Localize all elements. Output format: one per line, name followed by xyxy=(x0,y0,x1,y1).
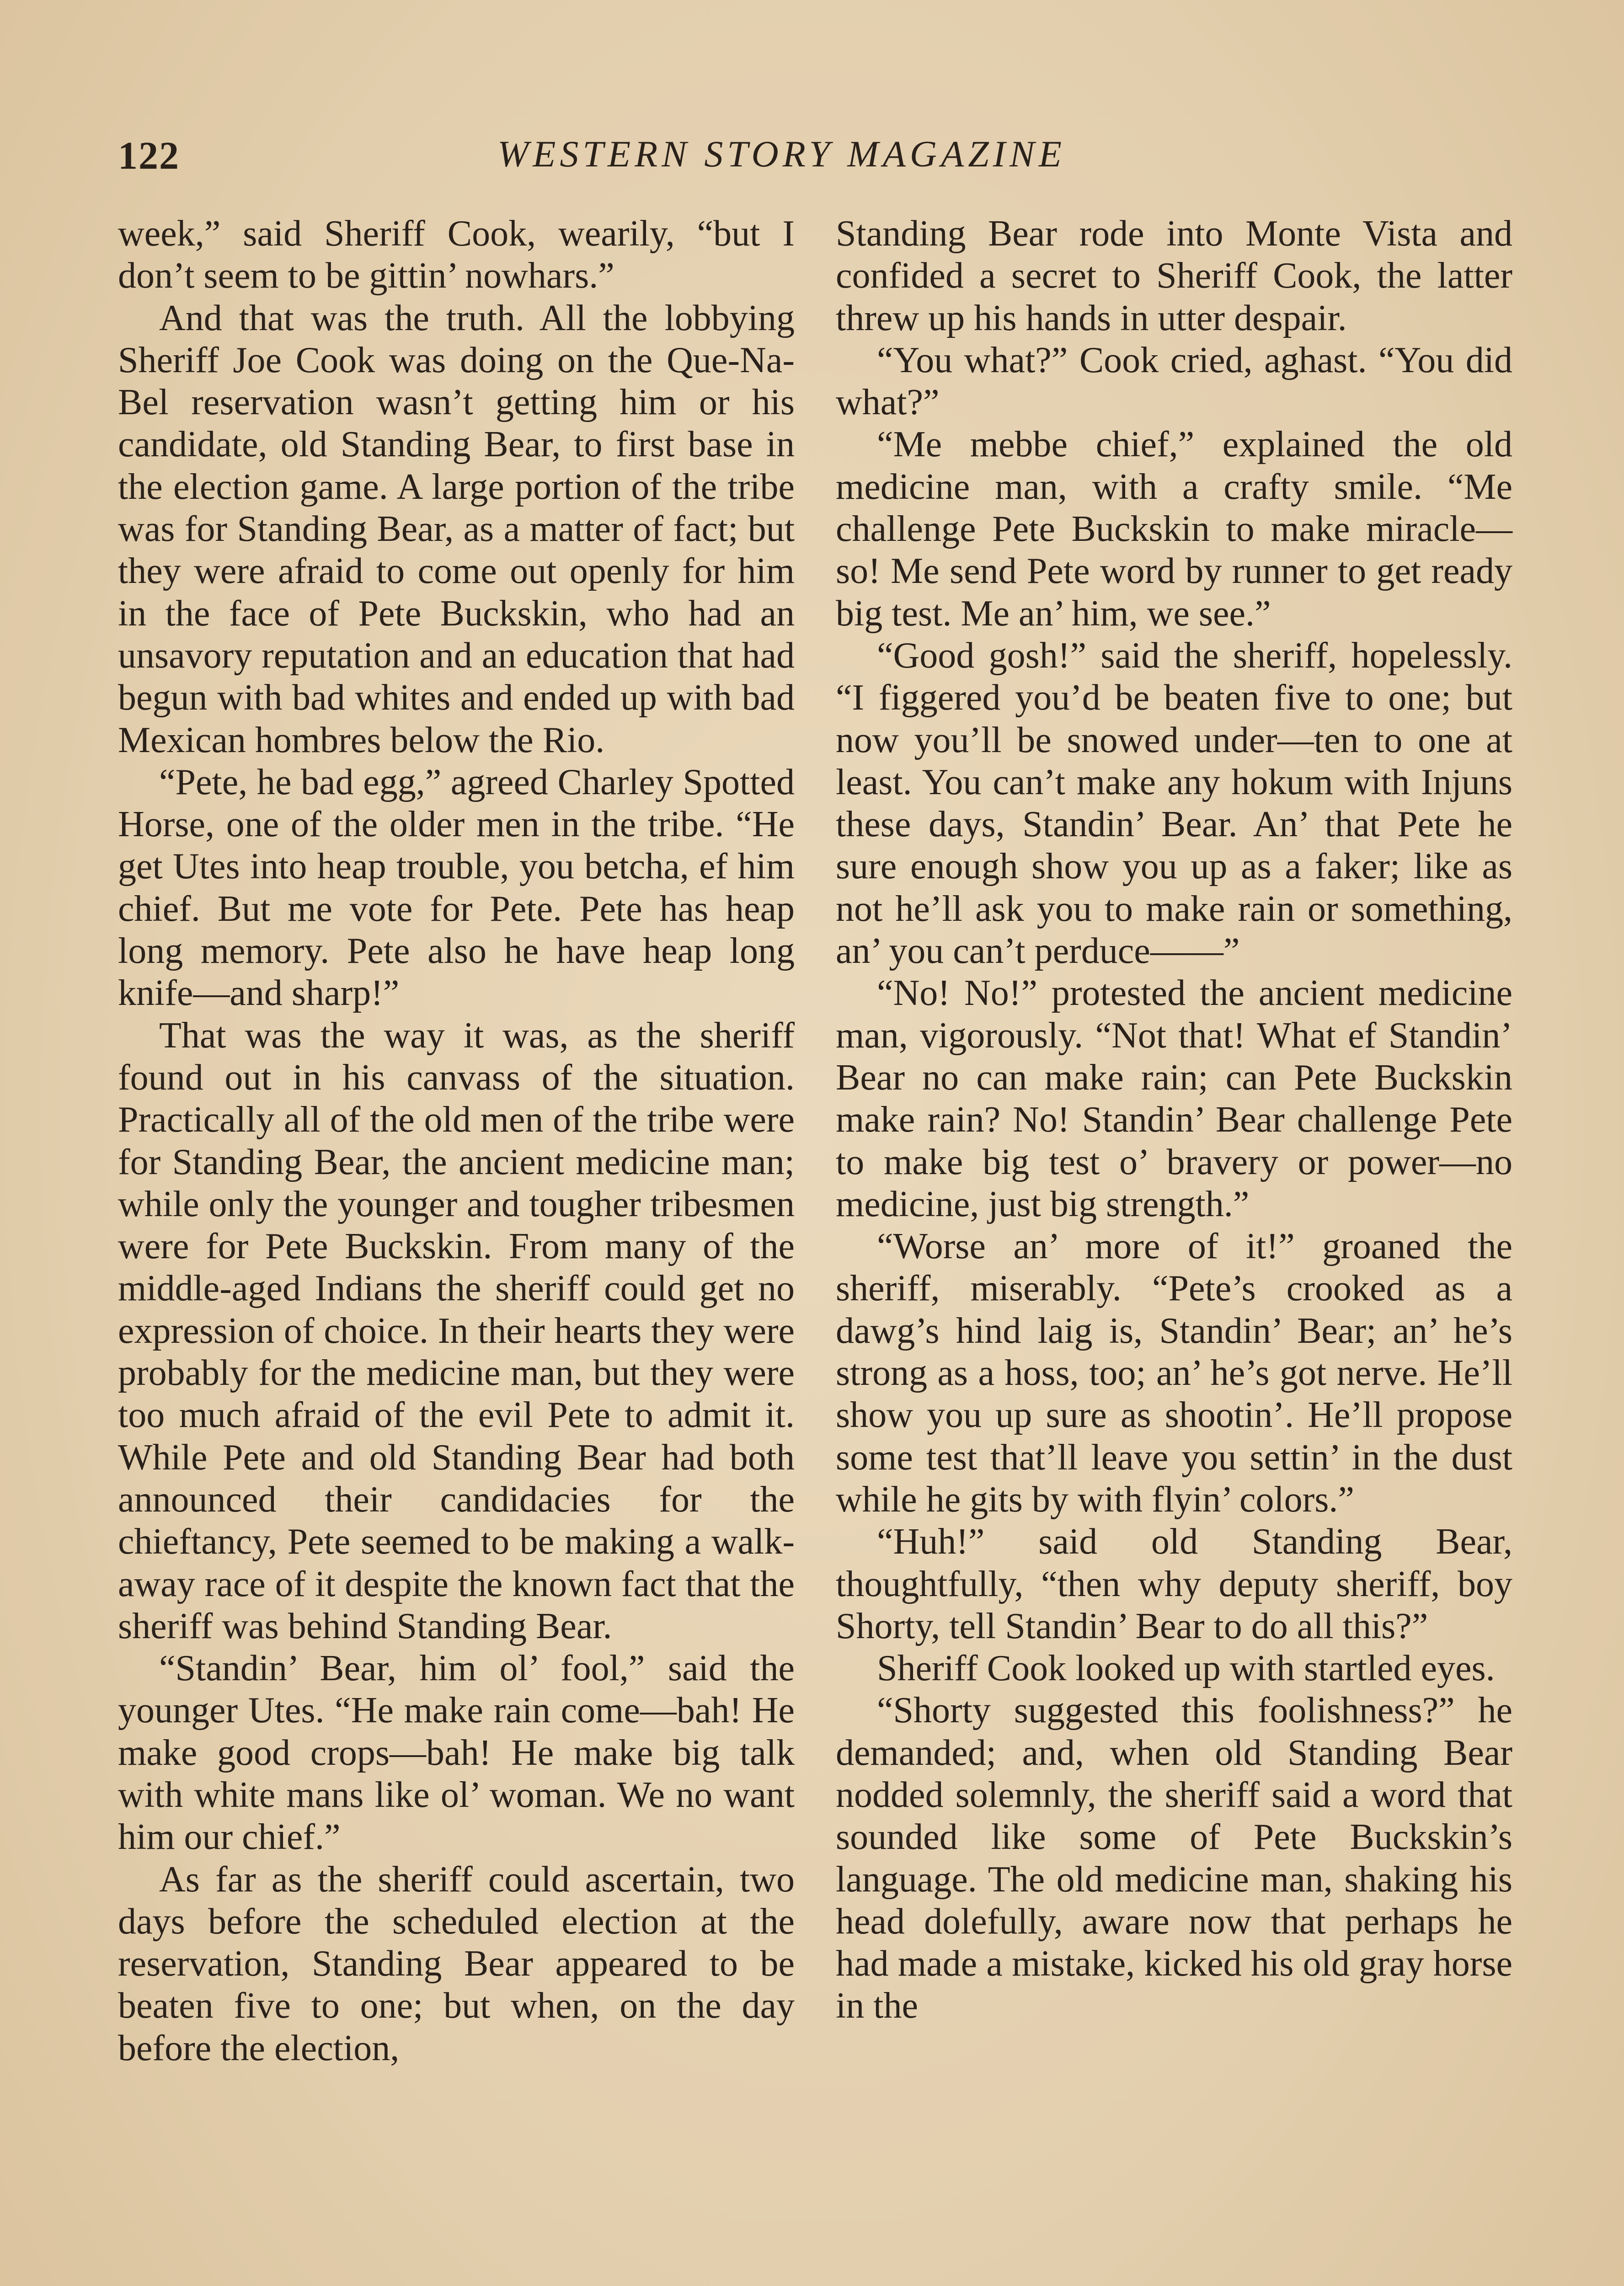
paragraph: “Shorty suggested this foolishness?” he demanded; and, when old Standing Bear nodded solemnly, the sheriff said a word that sounded like some of Pete Buckskin’s language. The old medicine man, shaking his head dolefully, aware now that perhaps he had made a mistake, kicked his old gray horse in the xyxy=(836,1690,1512,2026)
paragraph: “Standin’ Bear, him ol’ fool,” said the younger Utes. “He make rain come—bah! He make good crops—bah! He make big talk with white mans like ol’ woman. We no want him our chief.” xyxy=(118,1648,795,1858)
right-column xyxy=(836,213,1512,2027)
paragraph: Standing Bear rode into Monte Vista and confided a secret to Sheriff Cook, the latter threw up his hands in utter despair. xyxy=(836,214,1512,338)
page-number: 122 xyxy=(118,134,180,177)
paragraph: As far as the sheriff could ascertain, two days before the scheduled election at the reservation, Standing Bear appeared to be beaten five to one; but when, on the day before the election, xyxy=(118,1859,795,2068)
paragraph: week,” said Sheriff Cook, wearily, “but I don’t seem to be gittin’ nowhars.” xyxy=(118,214,795,296)
paragraph: “Good gosh!” said the sheriff, hopelessly. “I figgered you’d be beaten five to one; but now you’ll be snowed under—ten to one at least. You can’t make any hokum with Injuns these days, Standin’ Bear. An’ that Pete he sure enough show you up as a faker; like as not he’ll ask you to make rain or something, an’ you can’t perduce——” xyxy=(836,635,1512,972)
paragraph: Sheriff Cook looked up with startled eyes. xyxy=(877,1648,1495,1689)
magazine-title: WESTERN STORY MAGAZINE xyxy=(497,133,1066,175)
left-column xyxy=(118,213,795,2069)
page-header xyxy=(118,133,1512,192)
paragraph: “Me mebbe chief,” explained the old medicine man, with a crafty smile. “Me challenge Pete Buckskin to make miracle—so! Me send Pete word by runner to get ready big test. Me an’ him, we see.” xyxy=(836,424,1512,634)
paragraph: “You what?” Cook cried, aghast. “You did what?” xyxy=(836,340,1512,423)
paragraph: That was the way it was, as the sheriff found out in his canvass of the situation. Practically all of the old men of the tribe were for Standing Bear, the ancient medicine man; while only the younger and tougher tribesmen were for Pete Buckskin. From many of the middle-aged Indians the sheriff could get no expression of choice. In their hearts they were probably for the medicine man, but they were too much afraid of the evil Pete to admit it. While Pete and old Standing Bear had both announced their candidacies for the chieftancy, Pete seemed to be making a walk-away race of it despite the known fact that the sheriff was behind Standing Bear. xyxy=(118,1015,795,1646)
paragraph: “Worse an’ more of it!” groaned the sheriff, miserably. “Pete’s crooked as a dawg’s hind laig is, Standin’ Bear; an’ he’s strong as a hoss, too; an’ he’s got nerve. He’ll show you up sure as shootin’. He’ll propose some test that’ll leave you settin’ in the dust while he gits by with flyin’ colors.” xyxy=(836,1226,1512,1520)
paragraph: “No! No!” protested the ancient medicine man, vigorously. “Not that! What ef Standin’ Bear no can make rain; can Pete Buckskin make rain? No! Standin’ Bear challenge Pete to make big test o’ bravery or power—no medicine, just big strength.” xyxy=(836,973,1512,1224)
paragraph: “Pete, he bad egg,” agreed Charley Spotted Horse, one of the older men in the tribe. “He get Utes into heap trouble, you betcha, ef him chief. But me vote for Pete. Pete has heap long memory. Pete also he have heap long knife—and sharp!” xyxy=(118,762,795,1014)
paragraph: And that was the truth. All the lobbying Sheriff Joe Cook was doing on the Que-Na-Bel reservation wasn’t getting him or his candidate, old Standing Bear, to first base in the election game. A large portion of the tribe was for Standing Bear, as a matter of fact; but they were afraid to come out openly for him in the face of Pete Buckskin, who had an unsavory reputation and an education that had begun with bad whites and ended up with bad Mexican hombres below the Rio. xyxy=(118,298,795,760)
paragraph: “Huh!” said old Standing Bear, thoughtfully, “then why deputy sheriff, boy Shorty, tell Standin’ Bear to do all this?” xyxy=(836,1522,1512,1646)
